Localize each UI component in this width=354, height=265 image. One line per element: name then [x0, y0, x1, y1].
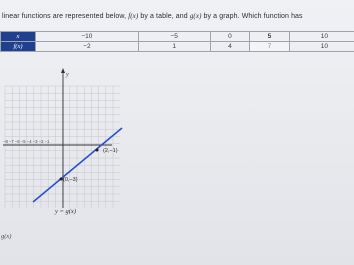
graph-svg — [0, 58, 160, 238]
g-symbol: g(x) — [189, 12, 202, 20]
row-label-fx: f(x) — [1, 42, 36, 52]
table-cell: 10 — [289, 32, 354, 42]
table-row-fx — [1, 42, 354, 52]
question-suffix: by a graph. Which function has — [201, 13, 303, 20]
graph — [0, 58, 160, 238]
table-cell: 0 — [210, 32, 249, 42]
point-a-label: (2,−1) — [103, 148, 118, 154]
table-cell: 5 — [250, 32, 289, 42]
table-cell-answer[interactable]: 7 — [250, 42, 289, 52]
graph-caption: y = g(x) — [55, 208, 76, 215]
question-middle: by a table, and — [138, 13, 190, 20]
question-prefix: linear functions are represented below, — [2, 13, 129, 20]
table-cell: 1 — [138, 42, 210, 52]
table-cell: −10 — [36, 32, 139, 42]
table-cell: 4 — [210, 42, 249, 52]
table-cell: −2 — [36, 42, 139, 52]
grid — [5, 86, 120, 208]
question-text — [2, 12, 354, 20]
table-cell: 10 — [289, 42, 354, 52]
f-symbol: f(x) — [128, 12, 139, 20]
answer-label: g(x) — [1, 233, 12, 240]
point-b-label: (0,−3) — [63, 177, 78, 183]
x-tick-labels: −8 −7 −6 −5 −4 −3 −2 −1 — [3, 139, 50, 144]
y-axis-label: y — [66, 72, 69, 78]
point-a — [96, 149, 99, 152]
table-row-x — [1, 32, 354, 42]
function-table — [0, 31, 354, 52]
row-label-x: x — [1, 32, 36, 42]
table-cell: −5 — [138, 32, 210, 42]
y-axis-arrow-icon — [61, 68, 65, 73]
